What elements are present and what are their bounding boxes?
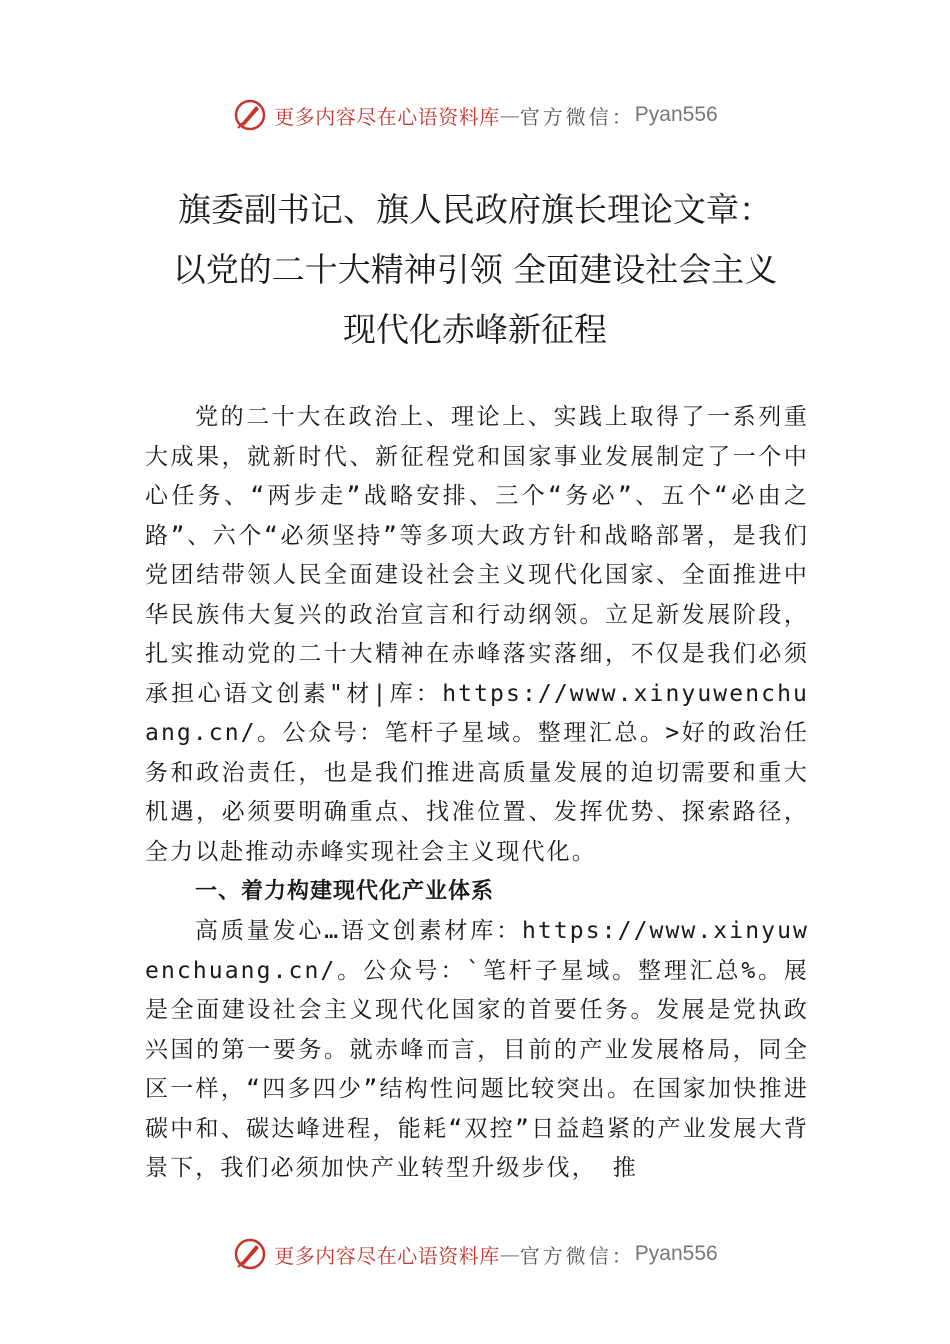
paragraph-intro: 党的二十大在政治上、理论上、实践上取得了一系列重大成果，就新时代、新征程党和国家事业发展制定了一个中心任务、“两步走”战略安排、三个“务必”、五个“必由之路”、六个“必须坚持”等多项大政方针和战略部署，是我们党团结带领人民全面建设社会主义现代化国家、全面推进中华民族伟大复兴的政治宣言和行动纲领。立足新发展阶段， 扎实推动党的二十大精神在赤峰落实落细，不仅是我们必须承担心语文创素"材|库：https://www.xinyuwenchuang.cn/。公众号：笔杆子星域。整理汇总。>好的政治任务和政治责任，也是我们推进高质量发展的迫切需要和重大机遇，必须要明确重点、找准位置、发挥优势、探索路径，全力以赴推动赤峰实现社会主义现代化。 (145, 404, 809, 865)
article-body (145, 398, 809, 1189)
title-line-1: 旗委副书记、旗人民政府旗长理论文章： (178, 190, 772, 229)
pen-logo-icon (232, 97, 268, 133)
footer-banner (0, 1232, 950, 1276)
banner-wechat-id: Pyan556 (634, 1242, 718, 1265)
banner-dash: — (499, 1242, 520, 1266)
title-line-3: 现代化赤峰新征程 (343, 310, 607, 349)
paragraph-section-1: 高质量发心…语文创素材库：https://www.xinyuwenchuang.cn/。公众号：`笔杆子星域。整理汇总%。展是全面建设社会主义现代化国家的首要任务。发展是党执政兴国的第一要务。就赤峰而言，目前的产业发展格局，同全区一样，“四多四少”结构性问题比较突出。在国家加快推进碳中和、碳达峰进程，能耗“双控”日益趋紧的产业发展大背景下，我们必须加快产业转型升级步伐， 推 (145, 918, 809, 1181)
article-title (100, 180, 850, 360)
banner-wechat-label: 官方微信： (519, 1243, 635, 1268)
section-heading: 一、着力构建现代化产业体系 (195, 879, 495, 904)
title-line-2: 以党的二十大精神引领 全面建设社会主义 (172, 250, 778, 289)
banner-dash: — (499, 103, 520, 127)
banner-wechat-id: Pyan556 (634, 103, 718, 126)
pen-logo-icon (232, 1236, 268, 1272)
header-banner (0, 93, 950, 137)
banner-brand: 更多内容尽在心语资料库 (274, 1243, 500, 1268)
banner-brand: 更多内容尽在心语资料库 (274, 104, 500, 129)
banner-wechat-label: 官方微信： (519, 104, 635, 129)
